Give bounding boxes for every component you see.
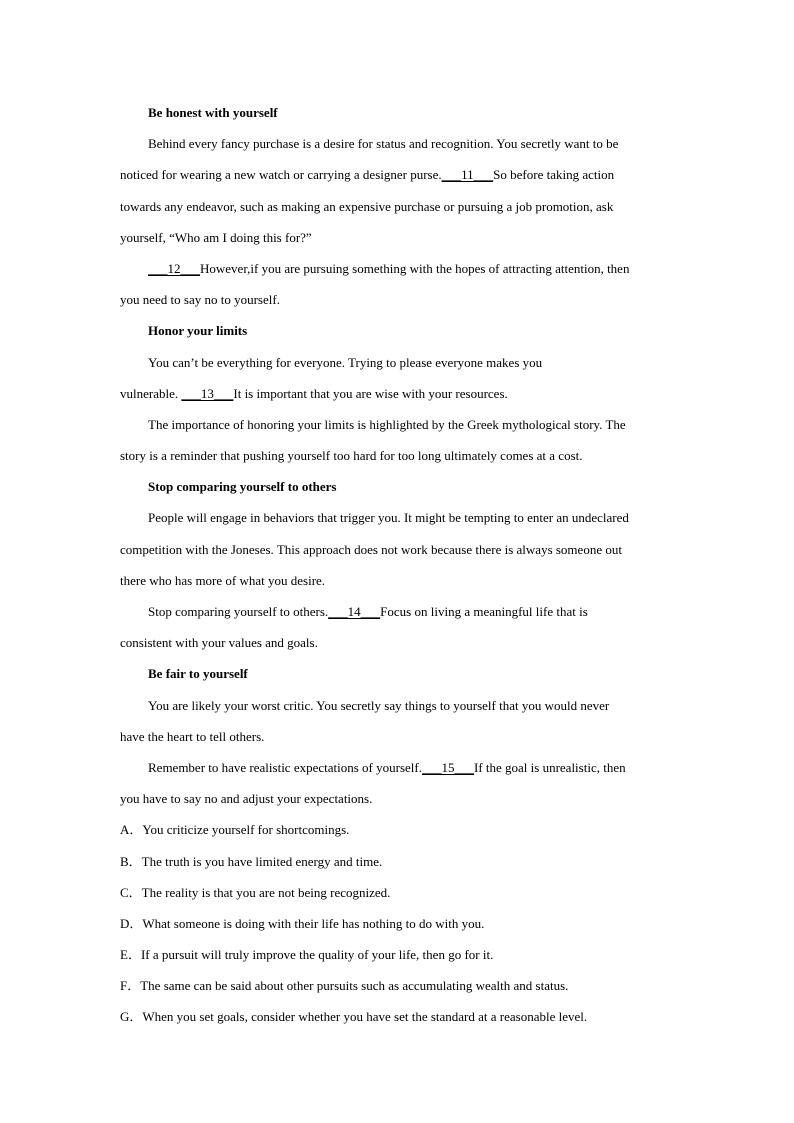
paragraph-line: People will engage in behaviors that trigger you. It might be tempting to enter an undeclared xyxy=(148,510,629,526)
text-segment: Stop comparing yourself to others. xyxy=(148,604,329,619)
paragraph-line: you need to say no to yourself. xyxy=(120,292,280,308)
option-letter: F． xyxy=(120,978,141,994)
paragraph-line: story is a reminder that pushing yourself too hard for too long ultimately comes at a cost. xyxy=(120,448,583,464)
option-text: The same can be said about other pursuits such as accumulating wealth and status. xyxy=(140,978,569,994)
option-a xyxy=(120,814,680,845)
text-segment: Remember to have realistic expectations of yourself. xyxy=(148,759,422,775)
paragraph-line: there who has more of what you desire. xyxy=(120,572,326,588)
section-heading-limits: Honor your limits xyxy=(148,323,248,339)
paragraph-line: towards any endeavor, such as making an expensive purchase or pursuing a job promotion, ask xyxy=(120,198,614,214)
paragraph-line: You can’t be everything for everyone. Trying to please everyone makes you xyxy=(148,354,543,370)
option-c xyxy=(120,877,680,908)
text-segment: If the goal is unrealistic, then xyxy=(473,759,626,775)
document-page xyxy=(120,97,680,1033)
text-segment: Focus on living a meaningful life that is xyxy=(380,604,588,619)
option-text: What someone is doing with their life has nothing to do with you. xyxy=(142,915,485,931)
text-segment: vulnerable. xyxy=(120,385,182,401)
blank-15: ___15___ xyxy=(421,759,474,775)
blank-13: ___13___ xyxy=(181,385,234,401)
option-letter: D． xyxy=(120,915,143,931)
paragraph-line: have the heart to tell others. xyxy=(120,728,265,744)
text-segment: So before taking action xyxy=(493,167,615,183)
option-g xyxy=(120,1001,680,1032)
paragraph-line: consistent with your values and goals. xyxy=(120,635,318,651)
paragraph-line: yourself, “Who am I doing this for?” xyxy=(120,229,312,245)
option-text: The reality is that you are not being recognized. xyxy=(141,884,391,900)
paragraph-line: you have to say no and adjust your expectations. xyxy=(120,791,373,807)
text-segment: It is important that you are wise with your resources. xyxy=(233,385,508,401)
paragraph-line xyxy=(120,596,680,627)
section-heading-comparing: Stop comparing yourself to others xyxy=(148,479,337,495)
paragraph-line xyxy=(120,378,680,409)
paragraph-line: Behind every fancy purchase is a desire for status and recognition. You secretly want to be xyxy=(148,136,619,152)
option-letter: A． xyxy=(120,822,143,838)
paragraph-line xyxy=(120,752,680,783)
option-text: When you set goals, consider whether you have set the standard at a reasonable level. xyxy=(142,1009,588,1025)
option-letter: C． xyxy=(120,884,142,900)
paragraph-line: You are likely your worst critic. You secretly say things to yourself that you would never xyxy=(148,697,610,713)
option-text: The truth is you have limited energy and time. xyxy=(141,853,383,869)
blank-14: ___14___ xyxy=(328,604,381,619)
option-text: If a pursuit will truly improve the quality of your life, then go for it. xyxy=(140,947,494,963)
paragraph-line xyxy=(120,159,680,190)
option-f xyxy=(120,970,680,1001)
option-letter: E． xyxy=(120,947,141,963)
section-heading-honest: Be honest with yourself xyxy=(148,105,278,120)
paragraph-line: competition with the Joneses. This approach does not work because there is always someone out xyxy=(120,541,622,557)
paragraph-line xyxy=(120,253,680,284)
option-e xyxy=(120,939,680,970)
option-text: You criticize yourself for shortcomings. xyxy=(142,822,350,838)
text-segment: noticed for wearing a new watch or carrying a designer purse. xyxy=(120,167,442,183)
option-d xyxy=(120,908,680,939)
option-b xyxy=(120,846,680,877)
paragraph-line: The importance of honoring your limits is highlighted by the Greek mythological story. The xyxy=(148,416,626,432)
blank-11: ___11___ xyxy=(441,167,494,183)
section-heading-fair: Be fair to yourself xyxy=(148,666,248,682)
blank-12: ___12___ xyxy=(148,260,200,276)
option-letter: B． xyxy=(120,853,142,869)
option-letter: G． xyxy=(120,1009,143,1025)
text-segment: However,if you are pursuing something with the hopes of attracting attention, then xyxy=(200,260,630,276)
